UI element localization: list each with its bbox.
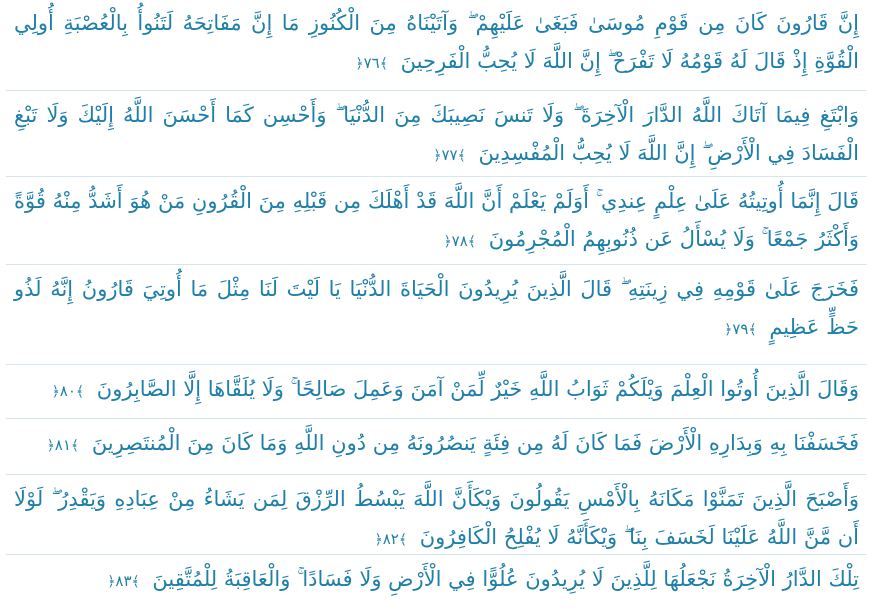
verse-line: إِنَّ قَارُونَ كَانَ مِن قَوْمِ مُوسَىٰ فَبَغَىٰ عَلَيْهِمْ ۖ وَآتَيْنَاهُ مِنَ الْكُنُوزِ مَا إِنَّ مَفَاتِحَهُ لَتَنُوأُ بِالْعُصْبَةِ bbox=[63, 11, 859, 35]
ornament-open: ﴾ bbox=[467, 234, 476, 250]
verse-line: فَخَسَفْنَا بِهِ وَبِدَارِهِ الْأَرْضَ فَمَا كَانَ لَهُ مِن فِئَةٍ يَنصُرُونَهُ مِن دُونِ اللَّهِ وَمَا كَانَ مِنَ الْمُنتَصِرِينَ bbox=[91, 431, 859, 455]
ayah-number-marker bbox=[720, 319, 761, 340]
verse-line: قَالَ إِنَّمَا أُوتِيتُهُ عَلَىٰ عِلْمٍ عِندِي ۚ أَوَلَمْ يَعْلَمْ أَنَّ اللَّهَ قَدْ أَهْلَكَ مِن قَبْلِهِ مِنَ الْقُرُونِ مَنْ هُوَ أَشَدُّ bbox=[88, 189, 859, 213]
ornament-close: ﴿ bbox=[355, 56, 364, 72]
ayah-number: ٧٦ bbox=[363, 54, 380, 72]
verse-6 bbox=[14, 424, 859, 462]
ornament-close: ﴿ bbox=[443, 234, 452, 250]
ornament-close: ﴿ bbox=[107, 574, 116, 590]
verse-divider bbox=[6, 554, 867, 555]
verse-line: تِلْكَ الدَّارُ الْآخِرَةُ نَجْعَلُهَا لِلَّذِينَ لَا يُرِيدُونَ عُلُوًّا فِي الْأَرْضِ وَلَا فَسَادًا ۚ وَالْعَاقِبَةُ لِلْمُتَّقِينَ bbox=[152, 567, 859, 591]
ornament-close: ﴿ bbox=[374, 532, 383, 548]
ayah-number-marker bbox=[43, 435, 84, 456]
ayah-number-marker bbox=[48, 381, 89, 402]
verse-line: وَأَصْبَحَ الَّذِينَ تَمَنَّوْا مَكَانَهُ بِالْأَمْسِ يَقُولُونَ وَيْكَأَنَّ اللَّهَ يَبْسُطُ الرِّزْقَ لِمَن يَشَاءُ مِنْ عِبَادِهِ bbox=[114, 487, 860, 511]
ornament-open: ﴾ bbox=[70, 438, 80, 454]
ayah-number: ٧٩ bbox=[732, 320, 749, 338]
ayah-number: ٨٣ bbox=[115, 572, 132, 590]
verse-divider bbox=[6, 364, 867, 365]
ornament-close: ﴿ bbox=[46, 438, 55, 454]
verse-divider bbox=[6, 418, 867, 419]
ornament-close: ﴿ bbox=[724, 322, 733, 338]
verse-line: فَخَرَجَ عَلَىٰ قَوْمِهِ فِي زِينَتِهِ ۖ قَالَ الَّذِينَ يُرِيدُونَ الْحَيَاةَ الدُّنْيَا يَا لَيْتَ لَنَا مِثْلَ مَا أُوتِيَ قَارُونُ bbox=[81, 277, 859, 301]
ornament-open: ﴾ bbox=[131, 574, 140, 590]
ornament-close: ﴿ bbox=[51, 384, 60, 400]
ayah-number-marker bbox=[429, 145, 470, 166]
ayah-number: ٨٠ bbox=[59, 382, 76, 400]
verse-line: وَيَقْدِرُ ۖ لَوْلَا أَن مَّنَّ اللَّهُ عَلَيْنَا لَخَسَفَ بِنَا ۖ وَيْكَأَنَّهُ لَا يُفْلِحُ الْكَافِرُونَ bbox=[14, 487, 859, 549]
ornament-close: ﴿ bbox=[433, 148, 442, 164]
ayah-number: ٧٨ bbox=[451, 232, 468, 250]
ornament-open: ﴾ bbox=[457, 148, 466, 164]
verse-7 bbox=[14, 480, 859, 556]
verse-line: وَلَا تَبْغِ الْفَسَادَ فِي الْأَرْضِ ۖ إِنَّ اللَّهَ لَا يُحِبُّ الْمُفْسِدِينَ bbox=[14, 103, 859, 165]
ayah-number: ٨١ bbox=[54, 436, 71, 454]
verse-divider bbox=[6, 264, 867, 265]
verse-divider bbox=[6, 474, 867, 475]
verse-3 bbox=[14, 182, 859, 258]
verse-1 bbox=[14, 4, 859, 80]
ornament-open: ﴾ bbox=[379, 56, 388, 72]
verse-line: أُولِي الْقُوَّةِ إِذْ قَالَ لَهُ قَوْمُهُ لَا تَفْرَحْ ۖ إِنَّ اللَّهَ لَا يُحِبُّ الْفَرِحِينَ bbox=[14, 11, 859, 73]
verse-2 bbox=[14, 96, 859, 172]
verse-8 bbox=[14, 560, 859, 598]
ornament-open: ﴾ bbox=[75, 384, 85, 400]
ayah-number-marker bbox=[439, 231, 480, 252]
verse-line: مِنْهُ قُوَّةً وَأَكْثَرُ جَمْعًا ۚ وَلَا يُسْأَلُ عَن ذُنُوبِهِمُ الْمُجْرِمُونَ bbox=[14, 189, 859, 251]
verse-line: وَقَالَ الَّذِينَ أُوتُوا الْعِلْمَ وَيْلَكُمْ ثَوَابُ اللَّهِ خَيْرٌ لِّمَنْ آمَنَ وَعَمِلَ صَالِحًا ۚ وَلَا يُلَقَّاهَا إِلَّا الصَّابِرُونَ bbox=[96, 377, 859, 401]
ayah-number: ٧٧ bbox=[441, 146, 458, 164]
verse-4 bbox=[14, 270, 859, 346]
ayah-number: ٨٢ bbox=[382, 530, 399, 548]
verse-line: وَابْتَغِ فِيمَا آتَاكَ اللَّهُ الدَّارَ الْآخِرَةَ ۖ وَلَا تَنسَ نَصِيبَكَ مِنَ الدُّنْيَا ۖ وَأَحْسِن كَمَا أَحْسَنَ اللَّهُ إِلَيْكَ bbox=[77, 103, 859, 127]
ayah-number-marker bbox=[371, 529, 412, 550]
verse-line: إِنَّهُ لَذُو حَظٍّ عَظِيمٍ bbox=[14, 277, 859, 339]
verse-divider bbox=[6, 176, 867, 177]
ayah-number-marker bbox=[351, 53, 392, 74]
verse-5 bbox=[14, 370, 859, 408]
ornament-open: ﴾ bbox=[398, 532, 408, 548]
ayah-number-marker bbox=[103, 571, 144, 592]
ornament-open: ﴾ bbox=[748, 322, 757, 338]
verse-divider bbox=[6, 90, 867, 91]
